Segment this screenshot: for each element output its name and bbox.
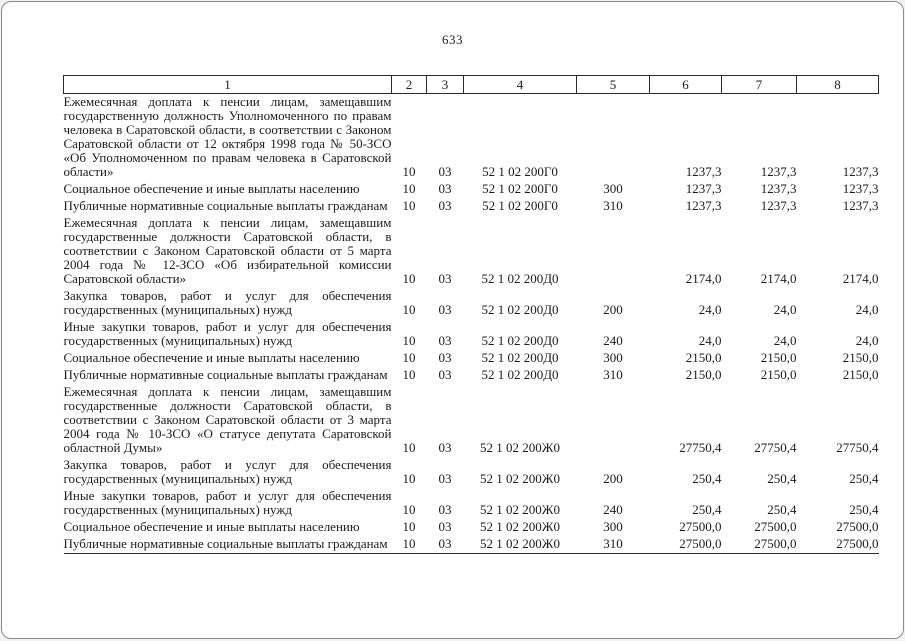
row-target-article: 52 1 02 200Г0 (482, 164, 558, 179)
row-description: Иные закупки товаров, работ и услуг для обеспечения государственных (муниципальных) нужд (63, 488, 392, 517)
row-amount-2: 1237,3 (760, 181, 797, 196)
row-amount-2: 1237,3 (760, 164, 797, 179)
row-expense-type: 300 (603, 519, 623, 534)
table-row (64, 198, 879, 215)
row-amount-3: 24,0 (855, 333, 879, 348)
row-amount-3: 24,0 (855, 302, 879, 317)
row-subsection-code: 03 (438, 367, 452, 382)
table-row (64, 457, 879, 488)
row-section-code: 10 (402, 519, 416, 534)
column-header-1: 1 (64, 76, 392, 94)
row-description: Закупка товаров, работ и услуг для обеспечения государственных (муниципальных) нужд (63, 457, 392, 486)
row-amount-1: 250,4 (692, 471, 722, 486)
row-target-article: 52 1 02 200Д0 (481, 367, 559, 382)
table-row (64, 215, 879, 288)
row-subsection-code: 03 (438, 181, 452, 196)
row-amount-2: 27750,4 (754, 440, 797, 455)
row-target-article: 52 1 02 200Г0 (482, 181, 558, 196)
row-amount-1: 27500,0 (679, 536, 722, 551)
row-expense-type: 200 (603, 302, 623, 317)
row-amount-3: 2150,0 (842, 367, 879, 382)
row-target-article: 52 1 02 200Ж0 (480, 536, 560, 551)
row-expense-type: 300 (603, 181, 623, 196)
row-expense-type (577, 215, 650, 288)
row-section-code: 10 (402, 350, 416, 365)
row-target-article: 52 1 02 200Ж0 (480, 440, 560, 455)
row-section-code: 10 (402, 181, 416, 196)
row-amount-2: 250,4 (767, 502, 797, 517)
row-target-article: 52 1 02 200Г0 (482, 198, 558, 213)
row-amount-2: 2150,0 (760, 367, 797, 382)
row-description: Социальное обеспечение и иные выплаты населению (63, 519, 360, 534)
row-amount-2: 2150,0 (760, 350, 797, 365)
column-header-3: 3 (427, 76, 464, 94)
table-row (64, 536, 879, 554)
row-target-article: 52 1 02 200Д0 (481, 350, 559, 365)
row-amount-3: 250,4 (849, 502, 879, 517)
row-subsection-code: 03 (438, 519, 452, 534)
row-amount-1: 2174,0 (685, 271, 722, 286)
row-subsection-code: 03 (438, 302, 452, 317)
row-description: Публичные нормативные социальные выплаты гражданам (63, 536, 388, 551)
row-section-code: 10 (402, 271, 416, 286)
column-header-7: 7 (722, 76, 797, 94)
row-description: Ежемесячная доплата к пенсии лицам, замещавшим государственные должности Саратовской области, в соответствии с Законом Саратовской области от 3 марта 2004 года № 10-ЗСО «О статусе депутата Саратовской областной Думы» (63, 384, 392, 455)
row-amount-3: 1237,3 (842, 181, 879, 196)
row-subsection-code: 03 (438, 333, 452, 348)
row-subsection-code: 03 (438, 471, 452, 486)
row-subsection-code: 03 (438, 271, 452, 286)
row-amount-3: 1237,3 (842, 164, 879, 179)
table-row (64, 319, 879, 350)
row-section-code: 10 (402, 367, 416, 382)
row-amount-3: 2174,0 (842, 271, 879, 286)
row-section-code: 10 (402, 333, 416, 348)
row-amount-1: 27500,0 (679, 519, 722, 534)
row-subsection-code: 03 (438, 502, 452, 517)
row-target-article: 52 1 02 200Ж0 (480, 471, 560, 486)
row-expense-type: 240 (603, 502, 623, 517)
row-amount-1: 2150,0 (685, 350, 722, 365)
row-expense-type: 310 (603, 198, 623, 213)
row-target-article: 52 1 02 200Ж0 (480, 519, 560, 534)
table-row (64, 94, 879, 182)
column-header-5: 5 (577, 76, 650, 94)
column-header-4: 4 (464, 76, 577, 94)
row-section-code: 10 (402, 440, 416, 455)
table-row (64, 367, 879, 384)
row-description: Иные закупки товаров, работ и услуг для обеспечения государственных (муниципальных) нужд (63, 319, 392, 348)
row-amount-3: 250,4 (849, 471, 879, 486)
column-header-2: 2 (392, 76, 427, 94)
table-row (64, 350, 879, 367)
table-row (64, 181, 879, 198)
row-section-code: 10 (402, 536, 416, 551)
row-description: Ежемесячная доплата к пенсии лицам, замещавшим государственные должности Саратовской области, в соответствии с Законом Саратовской области от 5 марта 2004 года № 12-ЗСО «Об избирательной комиссии Саратовской области» (63, 215, 392, 286)
row-amount-3: 27500,0 (836, 519, 879, 534)
row-amount-1: 24,0 (698, 302, 722, 317)
column-header-6: 6 (650, 76, 722, 94)
row-amount-2: 27500,0 (754, 519, 797, 534)
column-header-8: 8 (797, 76, 879, 94)
row-subsection-code: 03 (438, 536, 452, 551)
row-amount-3: 1237,3 (842, 198, 879, 213)
row-expense-type (577, 94, 650, 182)
row-section-code: 10 (402, 471, 416, 486)
table-body (64, 94, 879, 554)
row-expense-type: 310 (603, 367, 623, 382)
document-page (1, 1, 904, 639)
table-row (64, 488, 879, 519)
row-amount-1: 24,0 (698, 333, 722, 348)
row-amount-3: 27750,4 (836, 440, 879, 455)
table-row (64, 519, 879, 536)
row-amount-2: 24,0 (773, 302, 797, 317)
table-row (64, 288, 879, 319)
row-amount-2: 24,0 (773, 333, 797, 348)
row-description: Социальное обеспечение и иные выплаты населению (63, 181, 360, 196)
row-expense-type: 310 (603, 536, 623, 551)
row-amount-1: 1237,3 (685, 181, 722, 196)
row-section-code: 10 (402, 302, 416, 317)
row-expense-type: 200 (603, 471, 623, 486)
row-amount-1: 250,4 (692, 502, 722, 517)
row-description: Публичные нормативные социальные выплаты гражданам (63, 367, 388, 382)
row-amount-2: 250,4 (767, 471, 797, 486)
row-expense-type: 240 (603, 333, 623, 348)
row-description: Ежемесячная доплата к пенсии лицам, замещавшим государственную должность Уполномоченного по правам человека в Саратовской области, в соответствии с Законом Саратовской области от 12 октября 1998 года № 50-ЗСО «Об Уполномоченном по правам человека в Саратовской области» (63, 94, 392, 179)
row-section-code: 10 (402, 502, 416, 517)
row-amount-2: 27500,0 (754, 536, 797, 551)
row-amount-2: 2174,0 (760, 271, 797, 286)
row-amount-2: 1237,3 (760, 198, 797, 213)
row-subsection-code: 03 (438, 198, 452, 213)
row-target-article: 52 1 02 200Д0 (481, 271, 559, 286)
row-description: Закупка товаров, работ и услуг для обеспечения государственных (муниципальных) нужд (63, 288, 392, 317)
row-target-article: 52 1 02 200Д0 (481, 333, 559, 348)
row-section-code: 10 (402, 198, 416, 213)
row-amount-3: 2150,0 (842, 350, 879, 365)
row-description: Публичные нормативные социальные выплаты гражданам (63, 198, 388, 213)
table-row (64, 384, 879, 457)
table-header-row (64, 76, 879, 94)
row-target-article: 52 1 02 200Д0 (481, 302, 559, 317)
row-target-article: 52 1 02 200Ж0 (480, 502, 560, 517)
row-subsection-code: 03 (438, 350, 452, 365)
budget-table (63, 75, 879, 554)
page-number: 633 (442, 32, 463, 47)
row-subsection-code: 03 (438, 440, 452, 455)
row-section-code: 10 (402, 164, 416, 179)
row-subsection-code: 03 (438, 164, 452, 179)
row-amount-1: 1237,3 (685, 164, 722, 179)
row-description: Социальное обеспечение и иные выплаты населению (63, 350, 360, 365)
row-amount-1: 27750,4 (679, 440, 722, 455)
row-expense-type: 300 (603, 350, 623, 365)
row-expense-type (577, 384, 650, 457)
row-amount-1: 2150,0 (685, 367, 722, 382)
row-amount-1: 1237,3 (685, 198, 722, 213)
row-amount-3: 27500,0 (836, 536, 879, 551)
